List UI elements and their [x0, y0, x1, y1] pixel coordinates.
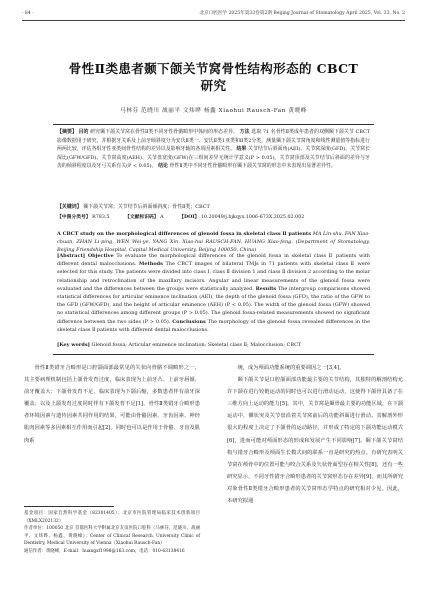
body-column-right — [227, 362, 403, 507]
en-conclusions-text: The morphology of the glenoid fossa revealed differences in the skeletal class Ⅱ patients with different dental malocclusions. — [57, 318, 370, 333]
en-objective-label: Objective — [87, 253, 114, 259]
doc-code-value: A — [160, 215, 164, 220]
en-methods-label: Methods — [138, 261, 163, 268]
page-number: · 84 · — [22, 11, 34, 16]
en-objective-text: To evaluate the morphological differences of the glenoid fossa in skeletal class Ⅱ patients with different dental malocclusions. — [57, 253, 370, 268]
chinese-keywords — [57, 203, 370, 212]
conclusion-label: 结论 — [158, 163, 168, 169]
results-text: 关节结节后斜面角(AEI)、关节窝深度(GFD)、关节窝长深比(GFW/GFD)、关节窝高度(AEH)、关节盘宽度(GFW)在三组间差异无统计学意义(P > 0.05)。关节窝顶部及关节结节后斜面的差异与牙齿的倾斜程度以及牙弓关系有关(P < 0.05)。 — [57, 146, 371, 169]
article-title — [30, 60, 397, 94]
methods-label: 方法 — [239, 129, 250, 135]
body-column-left — [24, 362, 200, 447]
footnote-funding: 基金项目：国家自然科学基金（82301405）；北京市医院管理局临床技术创新项目（XMLX202132） — [24, 511, 200, 524]
running-header — [22, 8, 405, 21]
chinese-abstract — [57, 128, 370, 171]
english-title-block — [57, 230, 370, 255]
en-results-text: The intergroup comparisons showed statistical differences for articular eminence inclination (AEI), the depth of the glenoid fossa (GFD), the ratio of the GFW to the GFD (GFW/GFD), and the height of articular eminence (AEH) (P < 0.05). The width of the glenoid fossa (GFW) showed no statistical differences among different groups (P > 0.05). The glenoid fossa-related measurements showed no significant difference between the two sides (P > 0.05). — [57, 285, 370, 325]
en-methods-text: The CBCT images of bilateral TMJs in 71 patients with skeletal class Ⅱ were selected for this study. The patients were divided into class Ⅰ, class Ⅱ division 1 and class Ⅱ division 2 according to the molar relationship and retroclination of the maxillary incisors. Angular and linear measurements of the glenoid fossa were evaluated and the differences between the groups were statistically analyzed. — [57, 261, 370, 292]
body-paragraph: 颞下颌关节是口腔颌面部功能最主要的关节结构，其独特的解剖结构允许下颌在进行铰链运动的同时也可以进行滑动运动，这使得下颌骨具备了在三维方向上运动的能力[5]。其中，关节窝是颞骨最主要的功能区域，在下颌运动中，髁状突及关节盘沿着关节窝前后的功能斜面进行滑动。其解剖外形很大的程度上决定了下颌骨的运动路径，并形成了特定的下颌功能运动模式[6]，进而可能对颅面形态的形成和发展产生不同影响[7]。颞下颌关节窝结构与错牙合畸形及颅面生长模式间的联系一直是研究的热点。有研究表明关节窝在颅骨中的位置可能与咬合关系及矢状骨面型存在相关性[8]，还有一些研究显示，不同牙性错牙合畸形患者的关节窝形态存在差异[9]，而其所研究对象骨性Ⅱ类错牙合畸形患者的关节窝形态学特点的研究相对少见。因此，本研究拟通 — [227, 377, 403, 505]
en-keywords-text: Glenoid fossa; Articular eminence inclination; Skeletal class Ⅱ; Malocclusion; CBCT — [91, 342, 302, 348]
footnotes — [24, 510, 200, 556]
objective-label: 目的 — [78, 129, 89, 135]
doi-label: 【DOI】 — [179, 214, 200, 220]
keywords-text: 颞下颌关节窝；关节结节后斜面倾斜度；骨性Ⅱ类；CBCT — [83, 204, 210, 210]
keywords-label: 【关键词】 — [57, 204, 82, 210]
en-conclusions-label: Conclusions — [172, 318, 206, 325]
article-title-line-2: 研究 — [200, 78, 227, 93]
results-label: 结果 — [236, 146, 247, 152]
en-results-label: Results — [255, 285, 277, 292]
english-title: A CBCT study on the morphological differences of glenoid fossa in skeletal class Ⅱ patients — [57, 231, 311, 237]
article-title-line-1: 骨性Ⅱ类患者颞下颌关节窝骨性结构形态的 CBCT — [68, 61, 359, 76]
methods-text: 选取 71 名骨性Ⅱ类成年患者的双侧颞下颌关节 CBCT 影像数据用于研究，并根据牙关系及上前牙倾斜度分为安氏Ⅱ类一、安氏Ⅱ类1亚类和Ⅱ类2分类。测量颞下颌关节窝角度和线性测量值等指标进行两两比较，评估各组牙性亚类间骨性结构的差异以及影响牙轴的各项因素相关性。 — [57, 129, 371, 152]
en-abstract-label: [Abstract] — [57, 253, 86, 259]
doi-value: 10.20049/j.bjkqyx.1006-673X.2025.02.002 — [200, 215, 305, 220]
objective-text: 研究颞下颌关节窝在骨性Ⅱ类不同牙性骨骼畸形中体间的形态差异。 — [90, 129, 239, 135]
body-paragraph: 骨性Ⅱ类错牙合畸形是口腔颌面部最常见的失状向骨骼不调畸形之一，其主要病理机制包括上颌骨发育过度，临床表现为上前牙凸、上前牙唇倾、前牙覆盖大；下颌骨发育不足，临床表现为下颌后缩，多数患者伴有前牙深覆盖；以及上颌发育过度同时伴有下颌发育不足[1]。骨性Ⅱ类错牙合畸形患者环境因素与遗传因素共同作用的结果，可能由骨骼因素、牙齿因素、神经肌肉因素等多因素相互作用而引起[2]。同时也可以是作用于骨骼、牙齿及肌肉系 — [24, 365, 200, 444]
en-keywords-label: [Key words] — [57, 342, 90, 348]
author-list: 马林芬 范晓川 战丽平 文炜晔 杨鑫 Xiaohui Rausch-Fan 黄晓峰 — [120, 108, 307, 114]
english-abstract — [57, 252, 370, 334]
clc-label: 【中图分类号】 — [57, 214, 91, 220]
journal-citation: 北京口腔医学 2025年第33卷第2期 Beijing Journal of Stomatology April 2025, Vol. 33, No. 2 — [199, 11, 405, 16]
clc-value: R783.5 — [92, 215, 110, 220]
footnote-rule — [24, 506, 114, 507]
footnote-correspondence: 通信作者：黄晓峰，E-mail：huangxf1998@163.com，电话：010-63138416 — [24, 548, 185, 554]
abstract-label: 【摘要】 — [57, 129, 77, 135]
english-affiliation: (Department of Stomatology, Beijing Friendship Hospital, Capital Medical University, Beijing 100050, China) — [57, 239, 370, 254]
conclusion-text: 骨性Ⅱ类中不同牙性骨骼畸形在颞下颌关节窝的形态中未表现出显著差异性。 — [169, 163, 336, 169]
body-paragraph: 统，成为颅面功能系统的重要调因之一[3,4]。 — [237, 365, 345, 371]
doc-code-label: 【文献标识码】 — [125, 214, 159, 220]
footnote-affiliation: 作者单位：100050 北京 首都医科大学附属北京友谊医院口腔科（马林芬、范晓川、战丽平、文炜晔、杨鑫、黄晓峰）；Center of Clinical Research, University Clinic of Dentistry, Medical University of Vienna（Xiaohui Rausch-Fan） — [24, 526, 200, 547]
english-keywords — [57, 341, 370, 349]
english-authors: MA Lin-shu, FAN Xiao-chuan, ZHAN Li-ping, WEN Wei-ye, YANG Xin, Xiao-hui RAUSCH-FAN, HUANG Xiao-feng. — [57, 231, 370, 246]
classification-row — [57, 213, 370, 222]
